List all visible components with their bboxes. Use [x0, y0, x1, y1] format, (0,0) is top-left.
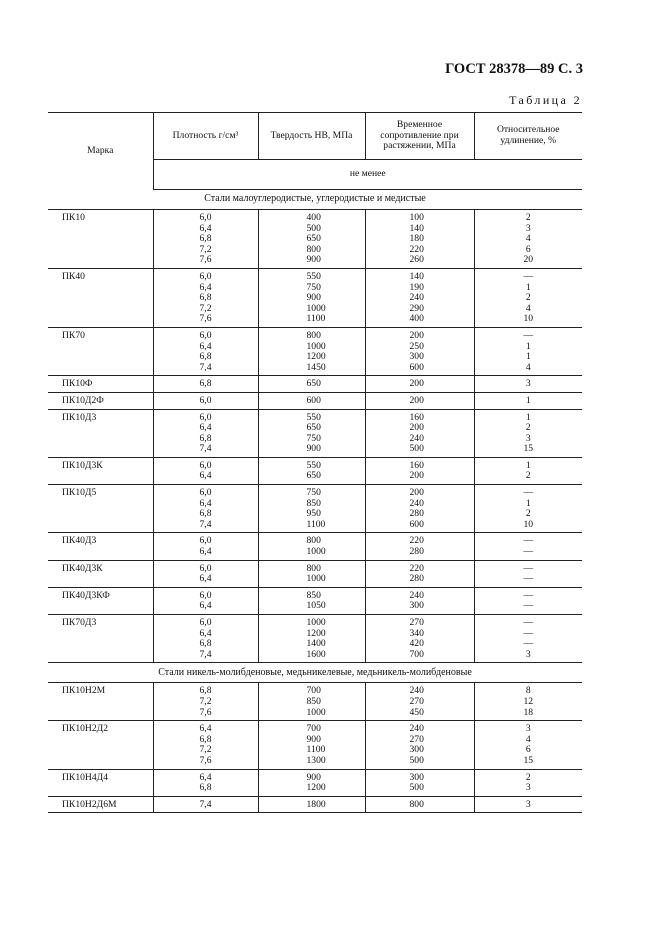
- hardness-value-cell: [258, 769, 365, 796]
- tensile-value: 200: [409, 470, 424, 482]
- hardness-value-cell: [258, 376, 365, 393]
- tensile-value-cell: [365, 796, 474, 813]
- table-row: [48, 683, 582, 721]
- tensile-value: 160: [409, 411, 424, 423]
- section-title: Стали малоуглеродистые, углеродистые и медистые: [48, 190, 582, 210]
- grade-cell: ПК10Н2Д6М: [48, 796, 153, 813]
- hardness-value: 650: [306, 470, 321, 482]
- tensile-value: 200: [409, 487, 424, 499]
- tensile-value: 240: [409, 432, 424, 444]
- hardness-value: 1100: [306, 518, 326, 530]
- elongation-value: 4: [525, 302, 531, 314]
- elongation-value-cell: [474, 796, 582, 813]
- hardness-value-cell: [258, 615, 365, 663]
- elongation-value: 2: [525, 508, 531, 520]
- table-row: [48, 560, 582, 587]
- tensile-value-cell: [365, 409, 474, 457]
- elongation-value: 4: [525, 361, 531, 373]
- tensile-value: 270: [409, 617, 424, 628]
- hardness-value: 900: [306, 254, 321, 266]
- grade-cell: ПК10Д3: [48, 409, 153, 457]
- density-value: 7,4: [199, 798, 212, 810]
- grade-cell: ПК10Ф: [48, 376, 153, 393]
- elongation-value-cell: [474, 327, 582, 375]
- density-value: 7,2: [199, 302, 212, 314]
- elongation-value-cell: [474, 721, 582, 769]
- elongation-value: 3: [525, 222, 531, 234]
- hardness-value-cell: [258, 560, 365, 587]
- elongation-value: —: [523, 589, 534, 601]
- density-value-cell: [153, 796, 258, 813]
- tensile-value-cell: [365, 327, 474, 375]
- elongation-value-cell: [474, 210, 582, 269]
- hardness-value: 500: [306, 222, 321, 234]
- table-row: [48, 769, 582, 796]
- hardness-value: 550: [306, 411, 321, 423]
- elongation-value: 12: [523, 695, 534, 707]
- tensile-value: 180: [409, 233, 424, 245]
- hardness-value: 700: [306, 723, 321, 735]
- table-row: [48, 485, 582, 533]
- density-value: 6,0: [199, 487, 212, 499]
- tensile-value: 300: [409, 351, 424, 363]
- hardness-value: 800: [306, 562, 321, 574]
- hardness-value: 400: [306, 212, 321, 223]
- density-value-cell: [153, 268, 258, 327]
- hardness-value: 1100: [306, 744, 326, 756]
- elongation-value: 3: [525, 798, 531, 810]
- elongation-value: 1: [525, 394, 531, 406]
- tensile-value: 500: [409, 443, 424, 455]
- elongation-value: —: [523, 270, 534, 282]
- elongation-value: 3: [525, 782, 531, 794]
- hardness-value: 1000: [306, 617, 326, 628]
- density-value-cell: [153, 210, 258, 269]
- hardness-value-cell: [258, 268, 365, 327]
- tensile-value: 220: [409, 535, 424, 547]
- hardness-value: 850: [306, 695, 321, 707]
- hardness-value: 1400: [306, 638, 326, 650]
- hardness-value: 800: [306, 329, 321, 341]
- density-value: 6,0: [199, 617, 212, 628]
- tensile-value: 400: [409, 313, 424, 325]
- table-row: [48, 615, 582, 663]
- tensile-value-cell: [365, 587, 474, 614]
- elongation-value: —: [523, 617, 534, 628]
- elongation-value: 18: [523, 706, 534, 718]
- hardness-value-cell: [258, 796, 365, 813]
- hardness-value: 750: [306, 432, 321, 444]
- density-value: 7,2: [199, 695, 212, 707]
- elongation-value: —: [523, 546, 534, 558]
- tensile-value: 300: [409, 744, 424, 756]
- tensile-value: 300: [409, 600, 424, 612]
- density-value-cell: [153, 769, 258, 796]
- elongation-value: 3: [525, 648, 531, 660]
- hardness-value: 550: [306, 459, 321, 471]
- elongation-value: 15: [523, 443, 534, 455]
- hardness-value: 600: [306, 394, 321, 406]
- hardness-value: 1000: [306, 573, 326, 585]
- elongation-value: 1: [525, 459, 531, 471]
- density-value: 7,6: [199, 706, 212, 718]
- density-value: 6,4: [199, 546, 212, 558]
- density-value: 6,8: [199, 233, 212, 245]
- grade-cell: ПК70: [48, 327, 153, 375]
- tensile-value: 240: [409, 685, 424, 697]
- grade-cell: ПК10: [48, 210, 153, 269]
- tensile-value: 220: [409, 243, 424, 255]
- density-value: 6,0: [199, 394, 212, 406]
- density-value: 6,4: [199, 573, 212, 585]
- density-value: 6,0: [199, 411, 212, 423]
- tensile-value: 340: [409, 627, 424, 639]
- tensile-value: 200: [409, 378, 424, 390]
- density-value-cell: [153, 587, 258, 614]
- density-value: 6,4: [199, 422, 212, 434]
- grade-cell: ПК70Д3: [48, 615, 153, 663]
- table-row: [48, 796, 582, 813]
- hardness-value: 1000: [306, 546, 326, 558]
- hardness-value: 900: [306, 771, 321, 783]
- column-header-elongation: Относительное удлинение, %: [474, 113, 582, 160]
- density-value: 6,8: [199, 508, 212, 520]
- elongation-value: 10: [523, 313, 534, 325]
- elongation-value-cell: [474, 533, 582, 560]
- elongation-value: 20: [523, 254, 534, 266]
- density-value: 7,4: [199, 518, 212, 530]
- column-header-hardness: Твердость НВ, МПа: [258, 113, 365, 160]
- table-title: Таблица 2: [509, 93, 582, 107]
- table-row: [48, 392, 582, 409]
- density-value: 7,4: [199, 361, 212, 373]
- density-value: 7,6: [199, 754, 212, 766]
- hardness-value: 850: [306, 497, 321, 509]
- density-value: 6,0: [199, 270, 212, 282]
- density-value: 6,4: [199, 470, 212, 482]
- tensile-value: 240: [409, 292, 424, 304]
- grade-cell: ПК40Д3К: [48, 560, 153, 587]
- tensile-value: 240: [409, 497, 424, 509]
- hardness-value: 800: [306, 243, 321, 255]
- hardness-value: 1100: [306, 313, 326, 325]
- elongation-value: 6: [525, 243, 531, 255]
- density-value: 6,0: [199, 535, 212, 547]
- hardness-value-cell: [258, 392, 365, 409]
- density-value: 6,0: [199, 459, 212, 471]
- density-value: 6,4: [199, 497, 212, 509]
- hardness-value-cell: [258, 721, 365, 769]
- tensile-value-cell: [365, 268, 474, 327]
- density-value: 6,8: [199, 292, 212, 304]
- hardness-value-cell: [258, 210, 365, 269]
- density-value-cell: [153, 560, 258, 587]
- hardness-value-cell: [258, 683, 365, 721]
- elongation-value: —: [523, 638, 534, 650]
- elongation-value-cell: [474, 485, 582, 533]
- elongation-value: 2: [525, 470, 531, 482]
- tensile-value-cell: [365, 560, 474, 587]
- elongation-value: —: [523, 600, 534, 612]
- elongation-value: —: [523, 627, 534, 639]
- density-value: 7,6: [199, 313, 212, 325]
- tensile-value: 290: [409, 302, 424, 314]
- elongation-value-cell: [474, 683, 582, 721]
- grade-cell: ПК10Н2М: [48, 683, 153, 721]
- density-value-cell: [153, 485, 258, 533]
- elongation-value: 1: [525, 340, 531, 352]
- hardness-value: 1200: [306, 782, 326, 794]
- hardness-value: 1800: [306, 798, 326, 810]
- density-value: 6,0: [199, 329, 212, 341]
- tensile-value: 220: [409, 562, 424, 574]
- hardness-value: 650: [306, 378, 321, 390]
- density-value-cell: [153, 409, 258, 457]
- elongation-value: —: [523, 329, 534, 341]
- hardness-value: 550: [306, 270, 321, 282]
- properties-table: [48, 112, 582, 813]
- hardness-value: 1000: [306, 302, 326, 314]
- density-value: 6,0: [199, 589, 212, 601]
- section-title: Стали никель-молибденовые, медьникелевые, медьникель-молибденовые: [48, 663, 582, 683]
- elongation-value-cell: [474, 457, 582, 484]
- table-row: [48, 587, 582, 614]
- elongation-value: —: [523, 487, 534, 499]
- grade-cell: ПК40Д3КФ: [48, 587, 153, 614]
- elongation-value-cell: [474, 409, 582, 457]
- tensile-value: 600: [409, 361, 424, 373]
- hardness-value-cell: [258, 587, 365, 614]
- hardness-value-cell: [258, 457, 365, 484]
- hardness-value: 1300: [306, 754, 326, 766]
- elongation-value-cell: [474, 392, 582, 409]
- hardness-value-cell: [258, 409, 365, 457]
- tensile-value: 200: [409, 422, 424, 434]
- elongation-value-cell: [474, 615, 582, 663]
- elongation-value: 3: [525, 432, 531, 444]
- elongation-value: —: [523, 535, 534, 547]
- min-note: не менее: [153, 160, 582, 190]
- hardness-value: 650: [306, 422, 321, 434]
- elongation-value: 1: [525, 351, 531, 363]
- hardness-value: 850: [306, 589, 321, 601]
- tensile-value: 240: [409, 723, 424, 735]
- tensile-value: 140: [409, 270, 424, 282]
- column-header-grade: Марка: [87, 144, 114, 156]
- density-value: 6,8: [199, 432, 212, 444]
- hardness-value: 700: [306, 685, 321, 697]
- table-body: [48, 190, 582, 813]
- elongation-value: —: [523, 573, 534, 585]
- tensile-value: 190: [409, 281, 424, 293]
- hardness-value-cell: [258, 327, 365, 375]
- tensile-value-cell: [365, 210, 474, 269]
- hardness-value: 1600: [306, 648, 326, 660]
- hardness-value: 650: [306, 233, 321, 245]
- density-value: 7,2: [199, 744, 212, 756]
- tensile-value: 280: [409, 546, 424, 558]
- elongation-value: 1: [525, 497, 531, 509]
- density-value-cell: [153, 392, 258, 409]
- tensile-value: 240: [409, 589, 424, 601]
- grade-cell: ПК10Д5: [48, 485, 153, 533]
- tensile-value: 500: [409, 754, 424, 766]
- elongation-value: 3: [525, 723, 531, 735]
- tensile-value: 600: [409, 518, 424, 530]
- hardness-value: 1450: [306, 361, 326, 373]
- tensile-value: 250: [409, 340, 424, 352]
- density-value-cell: [153, 615, 258, 663]
- hardness-value: 900: [306, 443, 321, 455]
- grade-cell: ПК10Д2Ф: [48, 392, 153, 409]
- tensile-value: 270: [409, 695, 424, 707]
- density-value-cell: [153, 376, 258, 393]
- tensile-value: 280: [409, 573, 424, 585]
- tensile-value: 420: [409, 638, 424, 650]
- elongation-value: 8: [525, 685, 531, 697]
- density-value: 6,8: [199, 685, 212, 697]
- elongation-value: —: [523, 562, 534, 574]
- tensile-value: 200: [409, 394, 424, 406]
- tensile-value-cell: [365, 392, 474, 409]
- table-row: [48, 457, 582, 484]
- density-value: 6,4: [199, 627, 212, 639]
- elongation-value: 3: [525, 378, 531, 390]
- density-value: 6,8: [199, 782, 212, 794]
- tensile-value: 800: [409, 798, 424, 810]
- density-value: 6,8: [199, 733, 212, 745]
- elongation-value-cell: [474, 769, 582, 796]
- tensile-value: 280: [409, 508, 424, 520]
- density-value-cell: [153, 327, 258, 375]
- elongation-value: 6: [525, 744, 531, 756]
- hardness-value: 750: [306, 281, 321, 293]
- density-value: 6,8: [199, 351, 212, 363]
- elongation-value: 1: [525, 281, 531, 293]
- density-value-cell: [153, 533, 258, 560]
- density-value: 6,8: [199, 638, 212, 650]
- tensile-value-cell: [365, 376, 474, 393]
- table-row: [48, 409, 582, 457]
- elongation-value: 2: [525, 292, 531, 304]
- column-header-tensile: Временное сопротивление при растяжении, МПа: [365, 113, 474, 160]
- hardness-value: 950: [306, 508, 321, 520]
- elongation-value: 1: [525, 411, 531, 423]
- table-row: [48, 268, 582, 327]
- hardness-value: 800: [306, 535, 321, 547]
- elongation-value: 2: [525, 771, 531, 783]
- density-value: 6,4: [199, 771, 212, 783]
- grade-cell: ПК10Н2Д2: [48, 721, 153, 769]
- density-value: 6,0: [199, 562, 212, 574]
- density-value: 7,2: [199, 243, 212, 255]
- elongation-value: 2: [525, 212, 531, 223]
- elongation-value: 4: [525, 233, 531, 245]
- hardness-value: 1000: [306, 706, 326, 718]
- hardness-value: 1200: [306, 627, 326, 639]
- density-value-cell: [153, 683, 258, 721]
- density-value: 7,4: [199, 648, 212, 660]
- tensile-value: 300: [409, 771, 424, 783]
- tensile-value: 260: [409, 254, 424, 266]
- tensile-value: 450: [409, 706, 424, 718]
- hardness-value: 750: [306, 487, 321, 499]
- density-value: 6,4: [199, 340, 212, 352]
- grade-cell: ПК10Н4Д4: [48, 769, 153, 796]
- table-row: [48, 327, 582, 375]
- tensile-value: 140: [409, 222, 424, 234]
- hardness-value: 1050: [306, 600, 326, 612]
- grade-cell: ПК40: [48, 268, 153, 327]
- table-row: [48, 210, 582, 269]
- density-value: 6,4: [199, 281, 212, 293]
- tensile-value: 200: [409, 329, 424, 341]
- density-value: 7,4: [199, 443, 212, 455]
- tensile-value-cell: [365, 485, 474, 533]
- hardness-value-cell: [258, 485, 365, 533]
- density-value: 7,6: [199, 254, 212, 266]
- tensile-value: 160: [409, 459, 424, 471]
- hardness-value: 1000: [306, 340, 326, 352]
- density-value: 6,4: [199, 723, 212, 735]
- table-row: [48, 533, 582, 560]
- tensile-value-cell: [365, 533, 474, 560]
- table-row: [48, 721, 582, 769]
- tensile-value-cell: [365, 457, 474, 484]
- page-header: ГОСТ 28378—89 С. 3: [445, 61, 583, 77]
- tensile-value-cell: [365, 721, 474, 769]
- hardness-value: 1200: [306, 351, 326, 363]
- density-value: 6,4: [199, 600, 212, 612]
- tensile-value-cell: [365, 683, 474, 721]
- elongation-value: 15: [523, 754, 534, 766]
- hardness-value-cell: [258, 533, 365, 560]
- elongation-value-cell: [474, 560, 582, 587]
- hardness-value: 900: [306, 733, 321, 745]
- elongation-value: 2: [525, 422, 531, 434]
- tensile-value-cell: [365, 769, 474, 796]
- elongation-value-cell: [474, 268, 582, 327]
- density-value: 6,0: [199, 212, 212, 223]
- elongation-value-cell: [474, 587, 582, 614]
- tensile-value: 100: [409, 212, 424, 223]
- tensile-value: 500: [409, 782, 424, 794]
- hardness-value: 900: [306, 292, 321, 304]
- density-value-cell: [153, 457, 258, 484]
- elongation-value: 10: [523, 518, 534, 530]
- grade-cell: ПК40Д3: [48, 533, 153, 560]
- grade-cell: ПК10Д3К: [48, 457, 153, 484]
- tensile-value-cell: [365, 615, 474, 663]
- density-value-cell: [153, 721, 258, 769]
- tensile-value: 700: [409, 648, 424, 660]
- density-value: 6,8: [199, 378, 212, 390]
- table-row: [48, 376, 582, 393]
- density-value: 6,4: [199, 222, 212, 234]
- tensile-value: 270: [409, 733, 424, 745]
- column-header-density: Плотность г/см³: [153, 113, 258, 160]
- elongation-value-cell: [474, 376, 582, 393]
- elongation-value: 4: [525, 733, 531, 745]
